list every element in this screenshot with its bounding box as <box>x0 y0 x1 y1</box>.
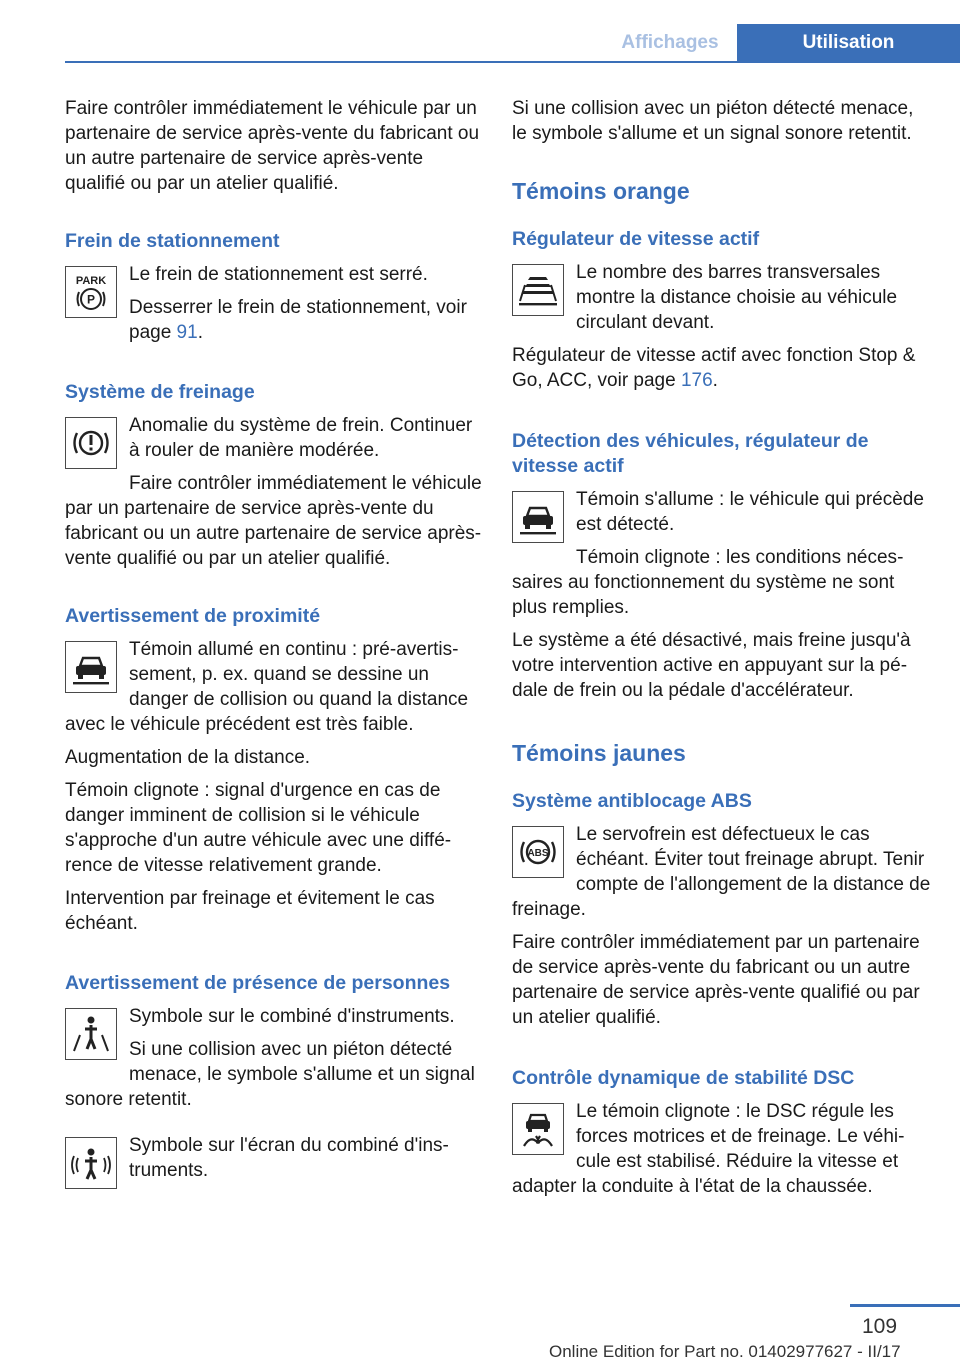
detection-line3: Le système a été désactivé, mais freine jusqu'à votre intervention active en appuyant sur la pédale de frein ou la pédale d'accélérateur. <box>512 630 911 701</box>
distance-bars-icon <box>512 264 564 316</box>
page-link-176[interactable]: 176 <box>680 370 713 391</box>
parking-line1: Le frein de stationnement est serré. <box>129 264 428 285</box>
heading-braking-system: Système de freinage <box>65 381 255 403</box>
abs-icon-label: ABS <box>527 848 549 859</box>
car-front-icon <box>65 641 117 693</box>
right-column <box>512 96 932 1199</box>
dsc-line1: Le témoin clignote : le DSC régule les forces motrices et de freinage. Le véhicule est stabilisé. Réduire la vitesse et adapter la conduite à l'état de la chaussée. <box>512 1101 905 1197</box>
persons-block-2 <box>65 1133 483 1193</box>
braking-line2: Faire contrôler immédiatement le véhicule par un partenaire de service après-vente du fabricant ou un autre partenaire de service après-vente qualifié ou par un atelier qualifié. <box>65 473 482 569</box>
footer-rule <box>850 1304 960 1307</box>
proximity-block <box>65 637 483 936</box>
tab-utilisation[interactable]: Utilisation <box>737 24 960 61</box>
park-icon-label: PARK <box>75 275 107 287</box>
abs-line2: Faire contrôler immédiatement par un partenaire de service après-vente du fabricant ou un autre partenaire de service après-vente qualifié ou par un atelier qualifié. <box>512 932 920 1028</box>
braking-line1: Anomalie du système de frein. Continuer à rouler de manière modérée. <box>129 415 473 461</box>
braking-block <box>65 413 483 571</box>
parking-block <box>65 262 483 345</box>
page-link-91[interactable]: 91 <box>176 322 198 343</box>
left-intro: Faire contrôler immédiatement le véhicule par un partenaire de service après-vente du fabricant ou un autre partenaire de service après-vente qualifié ou par un atelier qualifié. <box>65 98 480 194</box>
abs-line1: Le servofrein est défectueux le cas échéant. Éviter tout freinage abrupt. Tenir compte de l'allongement de la distance de freinage. <box>512 824 931 920</box>
proximity-line1: Témoin allumé en continu : pré-avertissement, p. ex. quand se dessine un danger de collision ou quand la distance avec le véhicule précédent est très faible. <box>65 639 469 735</box>
acc-block <box>512 260 932 393</box>
acc-line2: Régulateur de vitesse actif avec fonction Stop & Go, ACC, voir page 176. <box>512 345 916 391</box>
park-brake-icon <box>65 266 117 318</box>
vehicle-detected-icon <box>512 491 564 543</box>
heading-active-cruise: Régulateur de vitesse actif <box>512 228 760 250</box>
heading-proximity-warning: Avertissement de proximité <box>65 605 321 627</box>
dsc-skid-icon <box>512 1103 564 1155</box>
pedestrian-alert-icon <box>65 1137 117 1189</box>
abs-icon <box>512 826 564 878</box>
proximity-line4: Intervention par freinage et évitement le cas échéant. <box>65 888 435 934</box>
persons-line2: Si une collision avec un piéton détecté menace, le symbole s'allume et un signal sonore retentit. <box>65 1039 475 1110</box>
heading-vehicle-detection: Détection des véhicules, régulateur de vitesse actif <box>512 430 869 477</box>
svg-text:P: P <box>86 292 96 307</box>
left-column <box>65 96 483 1193</box>
detection-block <box>512 487 932 703</box>
edition-footer: Online Edition for Part no. 01402977627 - II/17 <box>549 1342 901 1361</box>
tab-affichages[interactable]: Affichages <box>621 32 719 53</box>
detection-line1: Témoin s'allume : le véhicule qui précède est détecté. <box>576 489 924 535</box>
persons-line3: Symbole sur l'écran du combiné d'instruments. <box>129 1135 449 1181</box>
proximity-line2: Augmentation de la distance. <box>65 747 311 768</box>
proximity-line3: Témoin clignote : signal d'urgence en cas de danger imminent de collision si le véhicule s'approche d'un autre véhicule avec une différence de vitesse relativement grande. <box>65 780 452 876</box>
heading-person-warning: Avertissement de présence de personnes <box>65 972 451 994</box>
heading-abs: Système antiblocage ABS <box>512 790 752 812</box>
right-intro: Si une collision avec un piéton détecté menace, le symbole s'allume et un signal sonore retentit. <box>512 98 914 144</box>
parking-line2: Desserrer le frein de stationnement, voir page 91. <box>129 297 467 343</box>
heading-parking-brake: Frein de stationnement <box>65 230 280 252</box>
acc-line1: Le nombre des barres transversales montre la distance choisie au véhicule circulant devant. <box>576 262 898 333</box>
heading-yellow-lights: Témoins jaunes <box>512 740 686 766</box>
page-number: 109 <box>862 1315 898 1338</box>
abs-block <box>512 822 932 1030</box>
detection-line2: Témoin clignote : les conditions nécessaires au fonctionnement du système ne sont plus remplies. <box>512 547 904 618</box>
persons-line1: Symbole sur le combiné d'instruments. <box>129 1006 455 1027</box>
header-rule <box>65 61 960 63</box>
heading-orange-lights: Témoins orange <box>512 178 690 204</box>
heading-dsc: Contrôle dynamique de stabilité DSC <box>512 1067 855 1089</box>
brake-warning-icon <box>65 417 117 469</box>
persons-block <box>65 1004 483 1112</box>
pedestrian-icon <box>65 1008 117 1060</box>
dsc-block <box>512 1099 932 1199</box>
